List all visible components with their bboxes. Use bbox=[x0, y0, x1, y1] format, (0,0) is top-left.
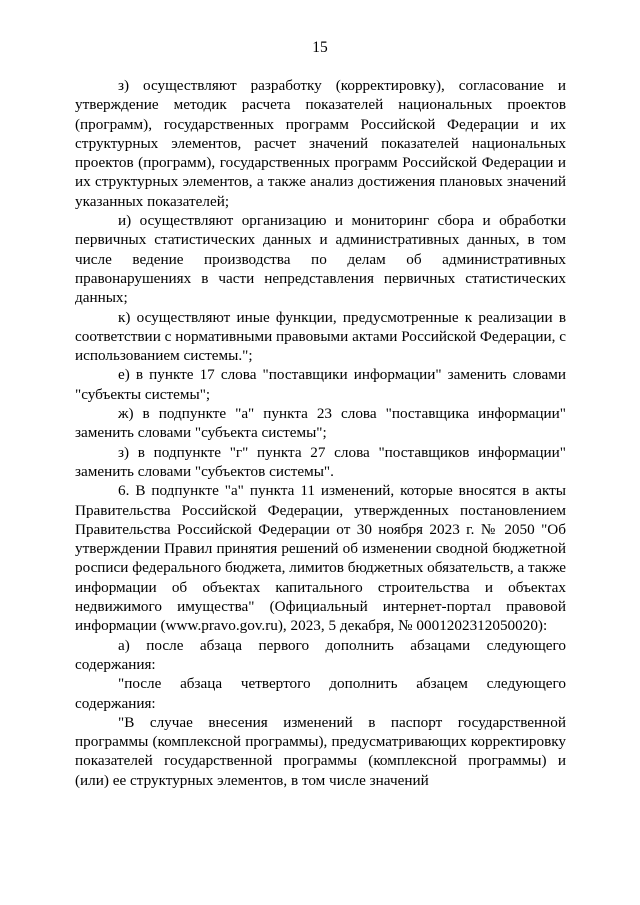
paragraph-a-after-first: а) после абзаца первого дополнить абзацами следующего содержания: bbox=[75, 636, 566, 673]
page-number: 15 bbox=[312, 39, 328, 56]
paragraph-z-point-27: з) в подпункте "г" пункта 27 слова "поставщиков информации" заменить словами "субъектов системы". bbox=[75, 443, 566, 480]
paragraph-k-other-functions: к) осуществляют иные функции, предусмотренные к реализации в соответствии с нормативными правовыми актами Российской Федерации, с использованием системы."; bbox=[75, 308, 566, 365]
paragraph-zh-point-23: ж) в подпункте "а" пункта 23 слова "поставщика информации" заменить словами "субъекта системы"; bbox=[75, 405, 566, 442]
paragraph-i-statistics: и) осуществляют организацию и мониторинг сбора и обработки первичных статистических данных и административных данных, в том числе ведение производства по делам об административных правонарушениях в части непредставления первичных статистических данных; bbox=[75, 212, 566, 307]
paragraph-6-amendments: 6. В подпункте "а" пункта 11 изменений, которые вносятся в акты Правительства Российской Федерации, утвержденных постановлением Правительства Российской Федерации от 30 ноября 2023 г. № 2050 "Об утверждении Правил принятия решений об изменении сводной бюджетной росписи федерального бюджета, лимитов бюджетных обязательств, а также информации об объектах капитального строительства и объектах недвижимого имущества" (Официальный интернет-портал правовой информации (www.pravo.gov.ru), 2023, 5 декабря, № 0001202312050020): bbox=[75, 482, 566, 635]
paragraph-passport-changes: "В случае внесения изменений в паспорт государственной программы (комплексной программы), предусматривающих корректировку показателей государственной программы (комплексной программы) и (или) ее структурных элементов, в том числе значений bbox=[75, 713, 566, 789]
paragraph-after-fourth: "после абзаца четвертого дополнить абзацем следующего содержания: bbox=[75, 675, 566, 712]
paragraph-z-methodologies: з) осуществляют разработку (корректировку), согласование и утверждение методик расчета показателей национальных проектов (программ), государственных программ Российской Федерации и их структурных элементов, расчет значений показателей национальных проектов (программ), государственных программ Российской Федерации и их структурных элементов, а также анализ достижения плановых значений указанных показателей; bbox=[75, 77, 566, 210]
paragraph-e-point-17: е) в пункте 17 слова "поставщики информации" заменить словами "субъекты системы"; bbox=[75, 366, 566, 403]
document-body bbox=[75, 76, 566, 790]
